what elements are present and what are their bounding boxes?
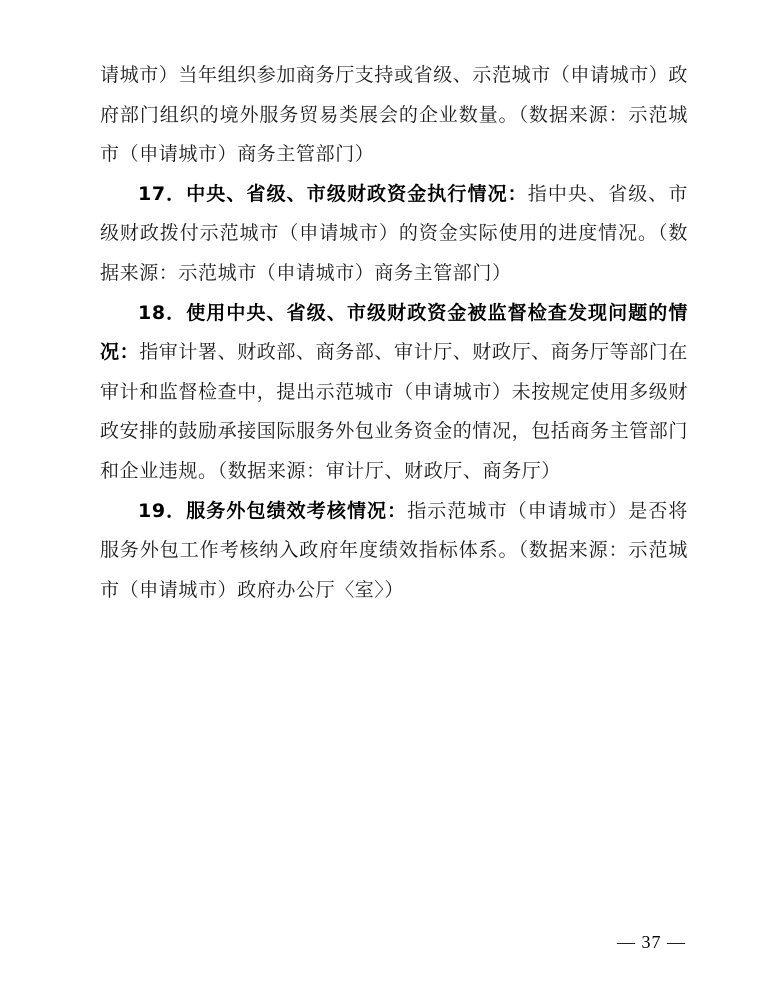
paragraph-text: 指示范城市（申请城市）是否将服务外包工作考核纳入政府年度绩效指标体系。（数据来源：示范城市（申请城市）政府办公厅〈室〉） [100, 499, 688, 601]
paragraph-item-17 [100, 175, 688, 294]
paragraph-heading: 19．服务外包绩效考核情况： [138, 499, 408, 522]
paragraph-item-18 [100, 294, 688, 492]
paragraph-heading: 17．中央、省级、市级财政资金执行情况： [138, 182, 528, 205]
paragraph-text: 指中央、省级、市级财政拨付示范城市（申请城市）的资金实际使用的进度情况。（数据来源：示范城市（申请城市）商务主管部门） [100, 182, 688, 284]
document-body [100, 56, 688, 610]
paragraph-text: 指审计署、财政部、商务部、审计厅、财政厅、商务厅等部门在审计和监督检查中，提出示范城市（申请城市）未按规定使用多级财政安排的鼓励承接国际服务外包业务资金的情况，包括商务主管部门和企业违规。（数据来源：审计厅、财政厅、商务厅） [100, 341, 689, 482]
page-number: — 37 — [617, 932, 686, 952]
page-footer [0, 928, 782, 968]
paragraph-continued [100, 56, 688, 175]
paragraph-item-19 [100, 492, 688, 611]
paragraph-text: 请城市）当年组织参加商务厅支持或省级、示范城市（申请城市）政府部门组织的境外服务贸易类展会的企业数量。（数据来源：示范城市（申请城市）商务主管部门） [100, 64, 689, 166]
paragraph-heading: 18．使用中央、省级、市级财政资金被监督检查发现问题的情况： [100, 301, 688, 364]
